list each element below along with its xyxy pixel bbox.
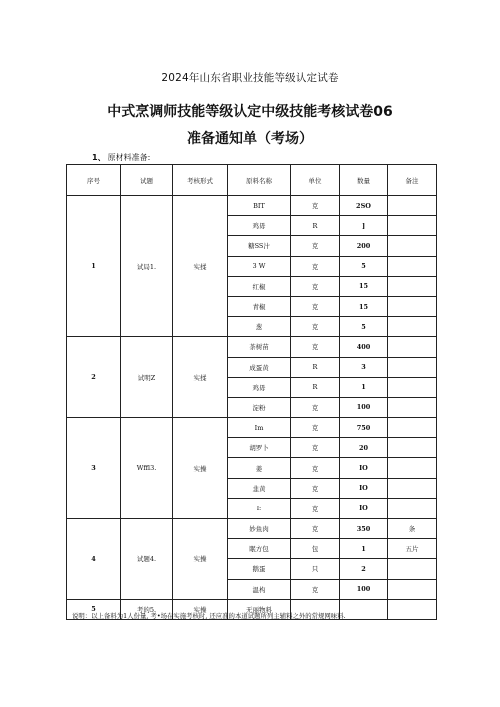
cell-note xyxy=(388,498,437,518)
cell-unit: 克 xyxy=(291,196,340,216)
cell-form: 实操 xyxy=(173,418,228,519)
section-number: 1、 xyxy=(92,153,106,162)
cell-material: 成蛋黄 xyxy=(228,357,291,377)
exam-header: 2024年山东省职业技能等级认定试卷 xyxy=(161,72,339,84)
cell-material: 胡罗卜 xyxy=(228,438,291,458)
cell-material: 鸡毋 xyxy=(228,216,291,236)
cell-unit: 克 xyxy=(291,337,340,357)
cell-unit: 克 xyxy=(291,317,340,337)
cell-note xyxy=(388,458,437,478)
cell-note: 五片 xyxy=(388,539,437,559)
cell-note xyxy=(388,236,437,256)
cell-note xyxy=(388,216,437,236)
cell-note xyxy=(388,317,437,337)
cell-item: 试题4. xyxy=(121,519,173,600)
cell-material: 3 W xyxy=(228,256,291,276)
cell-unit: 克 xyxy=(291,256,340,276)
cell-quantity: 15 xyxy=(340,276,388,296)
cell-unit: 克 xyxy=(291,478,340,498)
table-row xyxy=(67,196,437,216)
cell-note xyxy=(388,559,437,579)
cell-item: 试局1. xyxy=(121,196,173,337)
table-header-row xyxy=(67,165,437,196)
cell-material: 淀粉 xyxy=(228,397,291,417)
cell-unit: 克 xyxy=(291,498,340,518)
cell-material: 鸡毋 xyxy=(228,377,291,397)
table-row xyxy=(67,418,437,438)
materials-table-body xyxy=(67,196,437,620)
header-cell-item: 试题 xyxy=(121,165,173,196)
cell-quantity: 2 xyxy=(340,559,388,579)
cell-quantity: IO xyxy=(340,458,388,478)
cell-quantity: 5 xyxy=(340,317,388,337)
cell-quantity: 15 xyxy=(340,296,388,316)
cell-note xyxy=(388,357,437,377)
cell-unit: R xyxy=(291,377,340,397)
cell-index: 2 xyxy=(67,337,121,418)
cell-form: 实揉 xyxy=(173,196,228,337)
cell-note xyxy=(388,579,437,599)
cell-form: 实操 xyxy=(173,599,228,619)
cell-quantity: 100 xyxy=(340,579,388,599)
cell-quantity: 350 xyxy=(340,519,388,539)
cell-note xyxy=(388,377,437,397)
cell-material: BIT xyxy=(228,196,291,216)
cell-quantity: 100 xyxy=(340,397,388,417)
cell-material: 青椒 xyxy=(228,296,291,316)
cell-material: Im xyxy=(228,418,291,438)
cell-note xyxy=(388,418,437,438)
cell-material: 葱 xyxy=(228,317,291,337)
cell-quantity: ] xyxy=(340,216,388,236)
section-heading xyxy=(92,152,150,163)
cell-index: 1 xyxy=(67,196,121,337)
cell-quantity xyxy=(340,599,388,619)
cell-unit: 克 xyxy=(291,458,340,478)
cell-quantity: 1 xyxy=(340,539,388,559)
cell-material: 眠方包 xyxy=(228,539,291,559)
cell-index: 5 xyxy=(67,599,121,619)
cell-unit: 克 xyxy=(291,579,340,599)
cell-quantity: 400 xyxy=(340,337,388,357)
cell-material: 温构 xyxy=(228,579,291,599)
cell-material: 姜 xyxy=(228,458,291,478)
cell-item: 考的5. xyxy=(121,599,173,619)
cell-form: 实揉 xyxy=(173,337,228,418)
cell-unit: 只 xyxy=(291,559,340,579)
header-cell-note: 备注 xyxy=(388,165,437,196)
header-cell-unit: 单位 xyxy=(291,165,340,196)
cell-item: Wffl3. xyxy=(121,418,173,519)
cell-form: 实操 xyxy=(173,519,228,600)
cell-material: 红椒 xyxy=(228,276,291,296)
cell-note xyxy=(388,599,437,619)
cell-note xyxy=(388,438,437,458)
footnote: 说明：以上备料为1人份量, 考•场在实施考核时, 还应准的本道试题所列主辅料之外的常规网味料. xyxy=(72,612,346,620)
cell-note xyxy=(388,256,437,276)
header-cell-index: 序号 xyxy=(67,165,121,196)
cell-material: 鹅蛋 xyxy=(228,559,291,579)
cell-quantity: 5 xyxy=(340,256,388,276)
cell-unit: 克 xyxy=(291,397,340,417)
cell-unit: 克 xyxy=(291,296,340,316)
cell-note xyxy=(388,337,437,357)
cell-note: 条 xyxy=(388,519,437,539)
cell-note xyxy=(388,478,437,498)
document-title: 中式烹调师技能等级认定中级技能考核试卷06 xyxy=(107,104,393,120)
cell-quantity: 1 xyxy=(340,377,388,397)
cell-material: 妙鱼肉 xyxy=(228,519,291,539)
materials-table xyxy=(66,164,437,620)
document-subtitle: 准备通知单（考场） xyxy=(187,131,313,147)
table-row xyxy=(67,337,437,357)
cell-material: ɪ: xyxy=(228,498,291,518)
cell-unit: 克 xyxy=(291,236,340,256)
cell-quantity: 20 xyxy=(340,438,388,458)
cell-material: 茶树苗 xyxy=(228,337,291,357)
header-cell-quantity: 数量 xyxy=(340,165,388,196)
cell-unit: R xyxy=(291,216,340,236)
cell-unit: R xyxy=(291,357,340,377)
header-cell-material: 原料名称 xyxy=(228,165,291,196)
cell-unit: 克 xyxy=(291,418,340,438)
cell-unit: 克 xyxy=(291,438,340,458)
cell-material: 无丽物料 xyxy=(228,599,291,619)
cell-item: 试明Z xyxy=(121,337,173,418)
cell-quantity: 200 xyxy=(340,236,388,256)
cell-quantity: IO xyxy=(340,478,388,498)
cell-quantity: 3 xyxy=(340,357,388,377)
cell-note xyxy=(388,296,437,316)
cell-unit: 克 xyxy=(291,519,340,539)
cell-unit: 包 xyxy=(291,539,340,559)
cell-unit: 克 xyxy=(291,276,340,296)
cell-note xyxy=(388,196,437,216)
cell-quantity: 750 xyxy=(340,418,388,438)
cell-quantity: 2SO xyxy=(340,196,388,216)
cell-note xyxy=(388,276,437,296)
cell-material: 韭黄 xyxy=(228,478,291,498)
cell-index: 3 xyxy=(67,418,121,519)
cell-quantity: IO xyxy=(340,498,388,518)
cell-note xyxy=(388,397,437,417)
section-label-text: 原材料准备: xyxy=(107,153,151,162)
table-row xyxy=(67,519,437,539)
cell-index: 4 xyxy=(67,519,121,600)
cell-material: 糖SS汁 xyxy=(228,236,291,256)
header-cell-form: 考核形式 xyxy=(173,165,228,196)
